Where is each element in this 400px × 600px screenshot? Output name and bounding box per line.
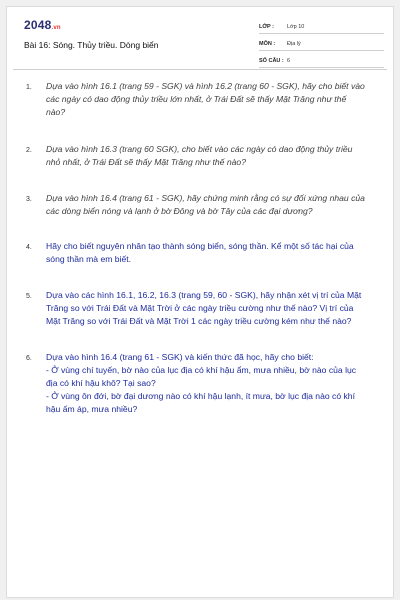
worksheet-page — [6, 6, 394, 598]
meta-label: MÔN : — [259, 40, 276, 47]
meta-row-grade — [259, 20, 384, 34]
question-text: Dựa vào các hình 16.1, 16.2, 16.3 (trang 59, 60 - SGK), hãy nhận xét vị trí của Mặt Trăng so với Trái Đất và Mặt Trời ở các ngày triều cường như thế nào? Vị trí của Mặt Trăng so với Trái Đất và Mặt Trời 1 các ngày triều cường kém như thế nào? — [46, 290, 362, 326]
question-number: 2. — [26, 147, 32, 154]
question-number: 1. — [26, 84, 32, 91]
question-text: Dựa vào hình 16.3 (trang 60 SGK), cho biết vào các ngày có dao động thủy triều nhỏ nhất, ở Trái Đất sẽ thấy Mặt Trăng như thế nào? — [46, 144, 353, 167]
lesson-title: Bài 16: Sóng. Thủy triều. Dòng biển — [24, 40, 159, 50]
question-2 — [26, 143, 379, 169]
question-number: 3. — [26, 196, 32, 203]
question-number: 6. — [26, 355, 32, 362]
meta-label: LỚP : — [259, 23, 274, 30]
meta-row-count — [259, 54, 384, 68]
meta-value: 6 — [287, 57, 291, 64]
meta-value: Lớp 10 — [287, 23, 305, 30]
site-logo[interactable] — [24, 18, 61, 32]
question-text: Dựa vào hình 16.4 (trang 61 - SGK) và kiến thức đã học, hãy cho biết: - Ở vùng chí tuyến, bờ nào của lục địa có khí hậu ẩm, mưa nhiều, bờ nào của lục địa có khí hậu khô? Tại sao? - Ở vùng ôn đới, bờ đại dương nào có khí hậu lạnh, ít mưa, bờ lục địa nào có khí hậu ấm áp, mưa nhiều? — [46, 352, 357, 414]
question-text: Hãy cho biết nguyên nhân tạo thành sóng biển, sóng thần. Kể một số tác hại của sóng thần mà em biết. — [46, 241, 354, 264]
question-number: 5. — [26, 293, 32, 300]
question-3 — [26, 192, 379, 218]
question-number: 4. — [26, 244, 32, 251]
question-1 — [26, 80, 379, 119]
header-divider — [13, 69, 387, 70]
meta-value: Địa lý — [287, 40, 301, 47]
question-6 — [26, 351, 379, 416]
question-4 — [26, 240, 379, 266]
meta-info — [259, 20, 384, 71]
logo-tld: .vn — [51, 25, 61, 31]
question-text: Dựa vào hình 16.4 (trang 61 - SGK), hãy chứng minh rằng có sự đối xứng nhau của các dòng biển nóng và lạnh ở bờ Đông và bờ Tây của các đại dương? — [46, 193, 365, 216]
question-text: Dựa vào hình 16.1 (trang 59 - SGK) và hình 16.2 (trang 60 - SGK), hãy cho biết vào các ngày có dao động thủy triều lớn nhất, ở Trái Đất sẽ thấy Mặt Trăng như thế nào? — [46, 81, 365, 117]
logo-text: 2048 — [24, 18, 52, 32]
question-5 — [26, 289, 379, 328]
meta-row-subject — [259, 37, 384, 51]
meta-label: SỐ CÂU : — [259, 57, 284, 64]
